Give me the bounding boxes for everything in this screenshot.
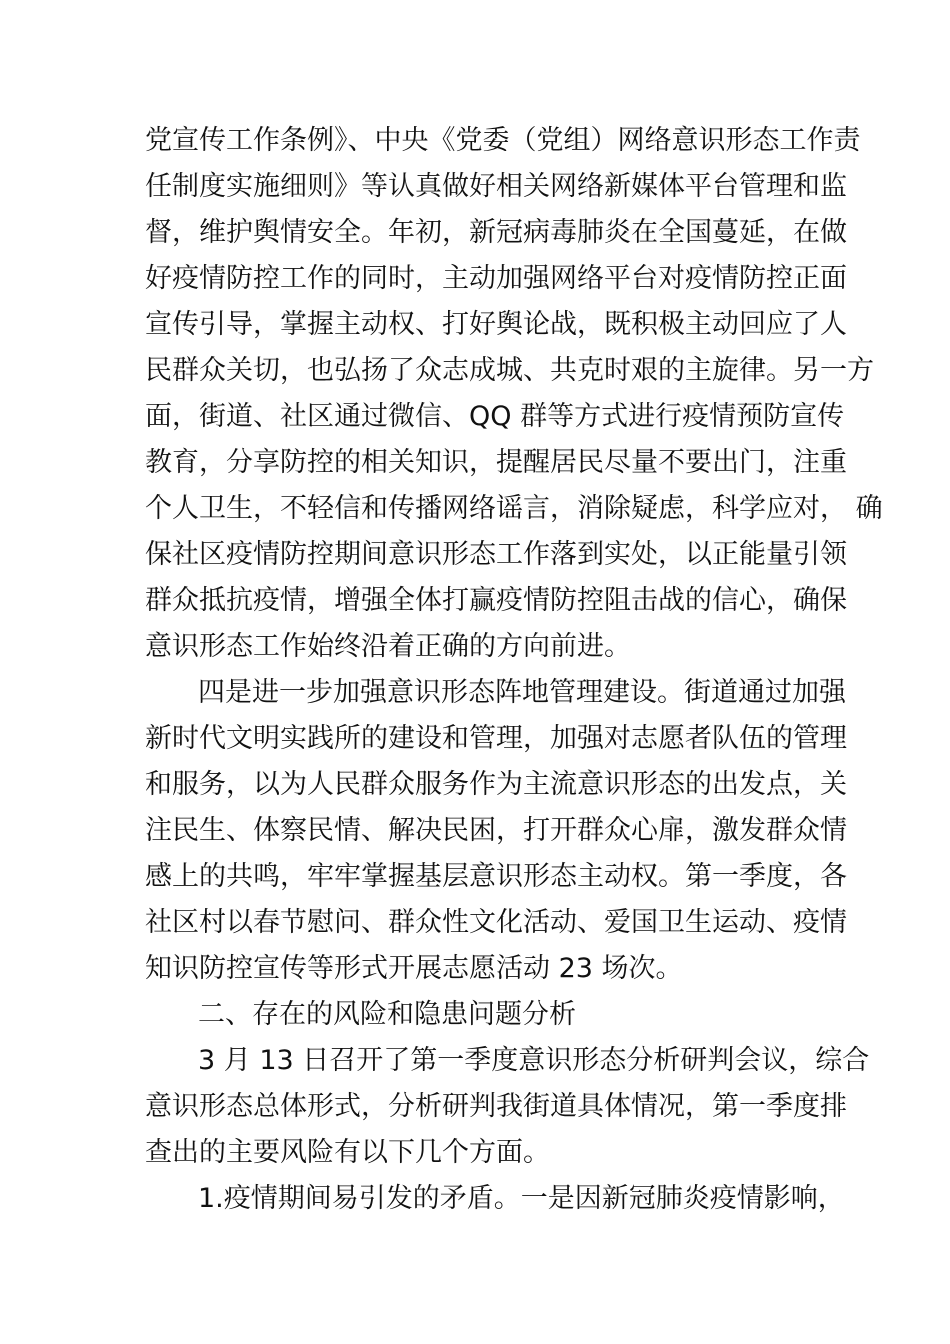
text-line: 群众抵抗疫情，增强全体打赢疫情防控阻击战的信心，确保 xyxy=(145,585,847,616)
text-line: 意识形态总体形式，分析研判我街道具体情况，第一季度排 xyxy=(145,1091,847,1122)
text-line: 查出的主要风险有以下几个方面。 xyxy=(145,1137,550,1168)
text-line: 民群众关切，也弘扬了众志成城、共克时艰的主旋律。另一方 xyxy=(145,355,874,386)
section-heading: 二、存在的风险和隐患问题分析 xyxy=(198,999,576,1030)
text-line: 和服务，以为人民群众服务作为主流意识形态的出发点，关 xyxy=(145,769,847,800)
text-line: 感上的共鸣，牢牢掌握基层意识形态主动权。第一季度，各 xyxy=(145,861,847,892)
paragraph-first-line: 四是进一步加强意识形态阵地管理建设。街道通过加强 xyxy=(198,677,846,708)
text-line: 好疫情防控工作的同时，主动加强网络平台对疫情防控正面 xyxy=(145,263,847,294)
paragraph-first-line: 1.疫情期间易引发的矛盾。一是因新冠肺炎疫情影响， xyxy=(198,1183,845,1214)
text-line: 注民生、体察民情、解决民困，打开群众心扉，激发群众情 xyxy=(145,815,847,846)
text-line: 教育，分享防控的相关知识，提醒居民尽量不要出门，注重 xyxy=(145,447,847,478)
text-line: 宣传引导，掌握主动权、打好舆论战，既积极主动回应了人 xyxy=(145,309,847,340)
text-line: 党宣传工作条例》、中央《党委（党组）网络意识形态工作责 xyxy=(145,125,861,156)
text-line: 个人卫生，不轻信和传播网络谣言，消除疑虑，科学应对， 确 xyxy=(145,493,883,524)
text-line: 保社区疫情防控期间意识形态工作落到实处，以正能量引领 xyxy=(145,539,847,570)
text-line: 面，街道、社区通过微信、QQ 群等方式进行疫情预防宣传 xyxy=(145,401,845,432)
text-line: 社区村以春节慰问、群众性文化活动、爱国卫生运动、疫情 xyxy=(145,907,847,938)
text-line: 意识形态工作始终沿着正确的方向前进。 xyxy=(145,631,631,662)
text-line: 知识防控宣传等形式开展志愿活动 23 场次。 xyxy=(145,953,683,984)
text-line: 任制度实施细则》等认真做好相关网络新媒体平台管理和监 xyxy=(145,171,847,202)
text-line: 新时代文明实践所的建设和管理，加强对志愿者队伍的管理 xyxy=(145,723,847,754)
text-line: 督，维护舆情安全。年初，新冠病毒肺炎在全国蔓延，在做 xyxy=(145,217,847,248)
paragraph-first-line: 3 月 13 日召开了第一季度意识形态分析研判会议，综合 xyxy=(198,1045,870,1076)
